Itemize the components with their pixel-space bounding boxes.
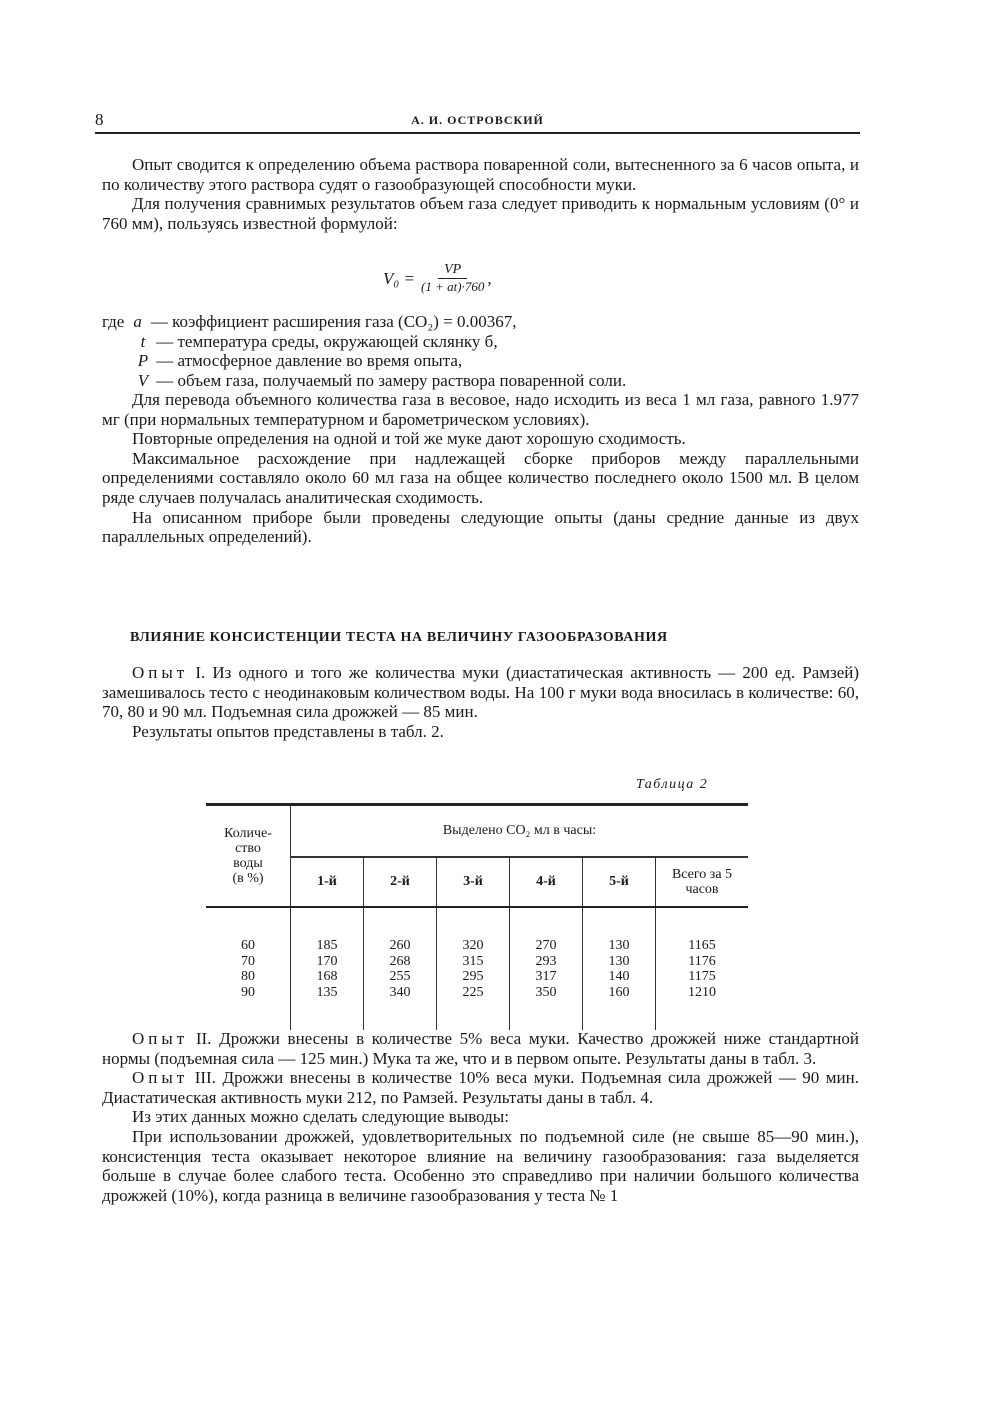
table-body [206,907,748,1030]
hour-header: 2-й [364,857,437,907]
hour3-column: 320 315 295 225 [437,907,510,1030]
method-text [102,390,859,547]
total-header: Всего за 5 часов [671,867,733,897]
paragraph: Опыт сводится к определению объема раствора поваренной соли, вытесненного за 6 часов опыта, и по количеству этого раствора судят о газообразующей способности муки. [102,155,859,194]
formula [383,262,492,295]
conclusions-intro: Из этих данных можно сделать следующие выводы: [132,1107,509,1127]
paragraph: Для перевода объемного количества газа в весовое, надо исходить из веса 1 мл газа, равного 1.977 мг (при нормальных температурном и барометрическом условиях). [102,390,859,429]
paragraph: Для получения сравнимых результатов объем газа следует приводить к нормальным условиям (0° и 760 мм), пользуясь известной формулой: [102,194,859,233]
hour4-column: 270 293 317 350 [510,907,583,1030]
formula-lhs: V₀ = [383,268,416,288]
hour2-column: 260 268 255 340 [364,907,437,1030]
definition-v: V — объем газа, получаемый по замеру раствора поваренной соли. [137,370,627,390]
intro-text [102,155,859,233]
table-caption: Таблица 2 [636,777,709,792]
paragraph: Максимальное расхождение при надлежащей сборке приборов между параллельными определениями составляло около 60 мл газа на общее количество последнего около 1500 мл. В целом ряде случаев получалась аналитическая сходимость. [102,448,859,507]
formula-trailing: , [487,268,492,288]
page-header [95,110,860,134]
formula-denominator: (1 + at)·760 [421,279,485,294]
experiment-1: Опыт I. Из одного и того же количества муки (диастатическая активность — 200 ед. Рамзей) замешивалось тесто с неодинаковым количеством воды. На 100 г муки вода вносилась в количестве: 60, 70, 80 и 90 мл. Подъемная сила дрожжей — 85 мин. Результаты опытов представлены в табл. 2. [102,663,860,741]
hour-header: 1-й [291,857,364,907]
hour-header: 5-й [583,857,656,907]
paragraph: На описанном приборе были проведены следующие опыты (даны средние данные из двух параллельных определений). [102,507,859,547]
experiment-3: Опыт III. Дрожжи внесены в количестве 10% веса муки. Подъемная сила дрожжей — 90 мин. Диастатическая активность муки 212, по Рамзей. Результаты даны в табл. 4. [102,1068,860,1107]
definition-a: где a — коэффициент расширения газа (CO₂) = 0.00367, [102,312,517,331]
hour-header: 4-й [510,857,583,907]
section-title: ВЛИЯНИЕ КОНСИСТЕНЦИИ ТЕСТА НА ВЕЛИЧИНУ ГАЗООБРАЗОВАНИЯ [130,630,668,645]
qty-column: 60 70 80 90 [206,907,291,1030]
paragraph: Повторные определения на одной и той же муке дают хорошую сходимость. [132,429,686,449]
experiment-2: Опыт II. Дрожжи внесены в количестве 5% веса муки. Качество дрожжей ниже стандартной нормы (подъемная сила — 125 мин.) Мука та же, что и в первом опыте. Результаты даны в табл. 3. [102,1029,860,1068]
definition-p: P — атмосферное давление во время опыта, [137,351,463,371]
formula-definitions [102,312,626,390]
experiment-label: Опыт [132,663,189,682]
total-column: 1165 1176 1175 1210 [688,938,716,1000]
running-head: А. И. ОСТРОВСКИЙ [411,113,544,127]
results-table [206,803,748,1030]
experiments-2-3 [102,1029,859,1205]
hour1-column: 185 170 168 135 [291,907,364,1030]
conclusion-text: При использовании дрожжей, удовлетворительных по подъемной силе (не свыше 85—90 мин.), консистенция теста оказывает некоторое влияние на величину газообразования: газа выделяется больше в случае более слабого теста. Особенно это справедливо при наличии большого количества дрожжей (10%), когда разница в величине газообразования у теста № 1 [102,1126,859,1205]
page-number: 8 [95,110,104,129]
hour5-column: 130 130 140 160 [583,907,656,1030]
qty-header: Количе- ство воды (в %) [206,805,291,908]
definition-t: t — температура среды, окружающей склянку б, [140,331,498,351]
co2-group-header: Выделено CO₂ мл в часы: [291,805,749,858]
formula-fraction [421,262,484,295]
paragraph: Результаты опытов представлены в табл. 2. [132,721,444,741]
hour-header: 3-й [437,857,510,907]
formula-numerator: VP [438,262,467,279]
